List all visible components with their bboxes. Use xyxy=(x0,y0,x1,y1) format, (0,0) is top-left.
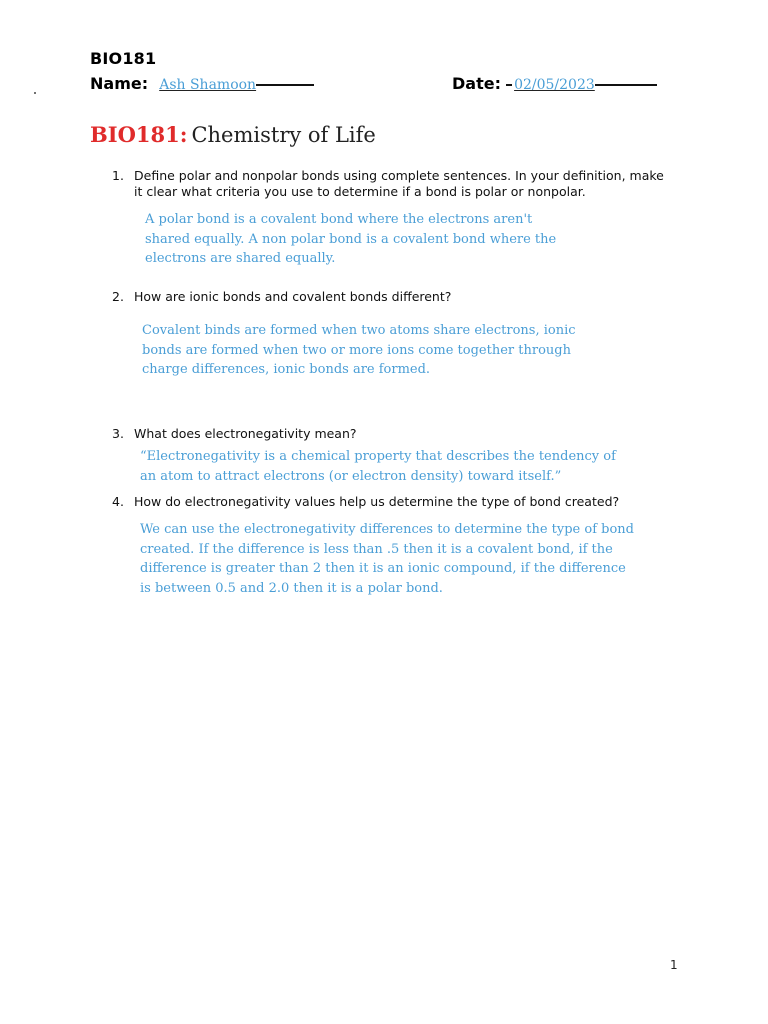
question-1 xyxy=(112,168,672,200)
name-field xyxy=(90,74,314,93)
question-text: How are ionic bonds and covalent bonds different? xyxy=(134,289,452,304)
name-underline xyxy=(256,84,314,86)
course-code: BIO181 xyxy=(90,49,157,68)
question-text: Define polar and nonpolar bonds using complete sentences. In your definition, make it clear what criteria you use to determine if a bond is polar or nonpolar. xyxy=(134,168,664,199)
question-number: 4. xyxy=(112,494,124,509)
question-text: How do electronegativity values help us determine the type of bond created? xyxy=(134,494,620,509)
date-underline xyxy=(595,84,657,86)
name-value: Ash Shamoon xyxy=(159,77,257,93)
answer-2: Covalent binds are formed when two atoms share electrons, ionic bonds are formed when two or more ions come together through charge differences, ionic bonds are formed. xyxy=(142,323,576,377)
document-title xyxy=(90,122,376,147)
question-number: 2. xyxy=(112,289,124,304)
question-4 xyxy=(112,494,672,510)
answer-4: We can use the electronegativity differences to determine the type of bond created. If the difference is less than .5 then it is a covalent bond, if the difference is greater than 2 then it is an ionic compound, if the difference is between 0.5 and 2.0 then it is a polar bond. xyxy=(140,522,634,596)
margin-dot xyxy=(34,92,36,94)
name-label: Name: xyxy=(90,74,149,93)
question-3 xyxy=(112,426,672,442)
date-value: 02/05/2023 xyxy=(514,77,595,93)
date-field xyxy=(452,74,657,93)
question-text: What does electronegativity mean? xyxy=(134,426,357,441)
title-course-code: BIO181: xyxy=(90,122,188,147)
title-text: Chemistry of Life xyxy=(191,123,376,147)
answer-1: A polar bond is a covalent bond where the electrons aren't shared equally. A non polar bond is a covalent bond where the electrons are shared equally. xyxy=(145,212,557,266)
date-label: Date: xyxy=(452,74,501,93)
answer-3: “Electronegativity is a chemical property that describes the tendency of an atom to attract electrons (or electron density) toward itself.” xyxy=(140,449,616,484)
page-number: 1 xyxy=(670,958,678,972)
question-number: 1. xyxy=(112,168,124,183)
question-number: 3. xyxy=(112,426,124,441)
question-2 xyxy=(112,289,672,305)
